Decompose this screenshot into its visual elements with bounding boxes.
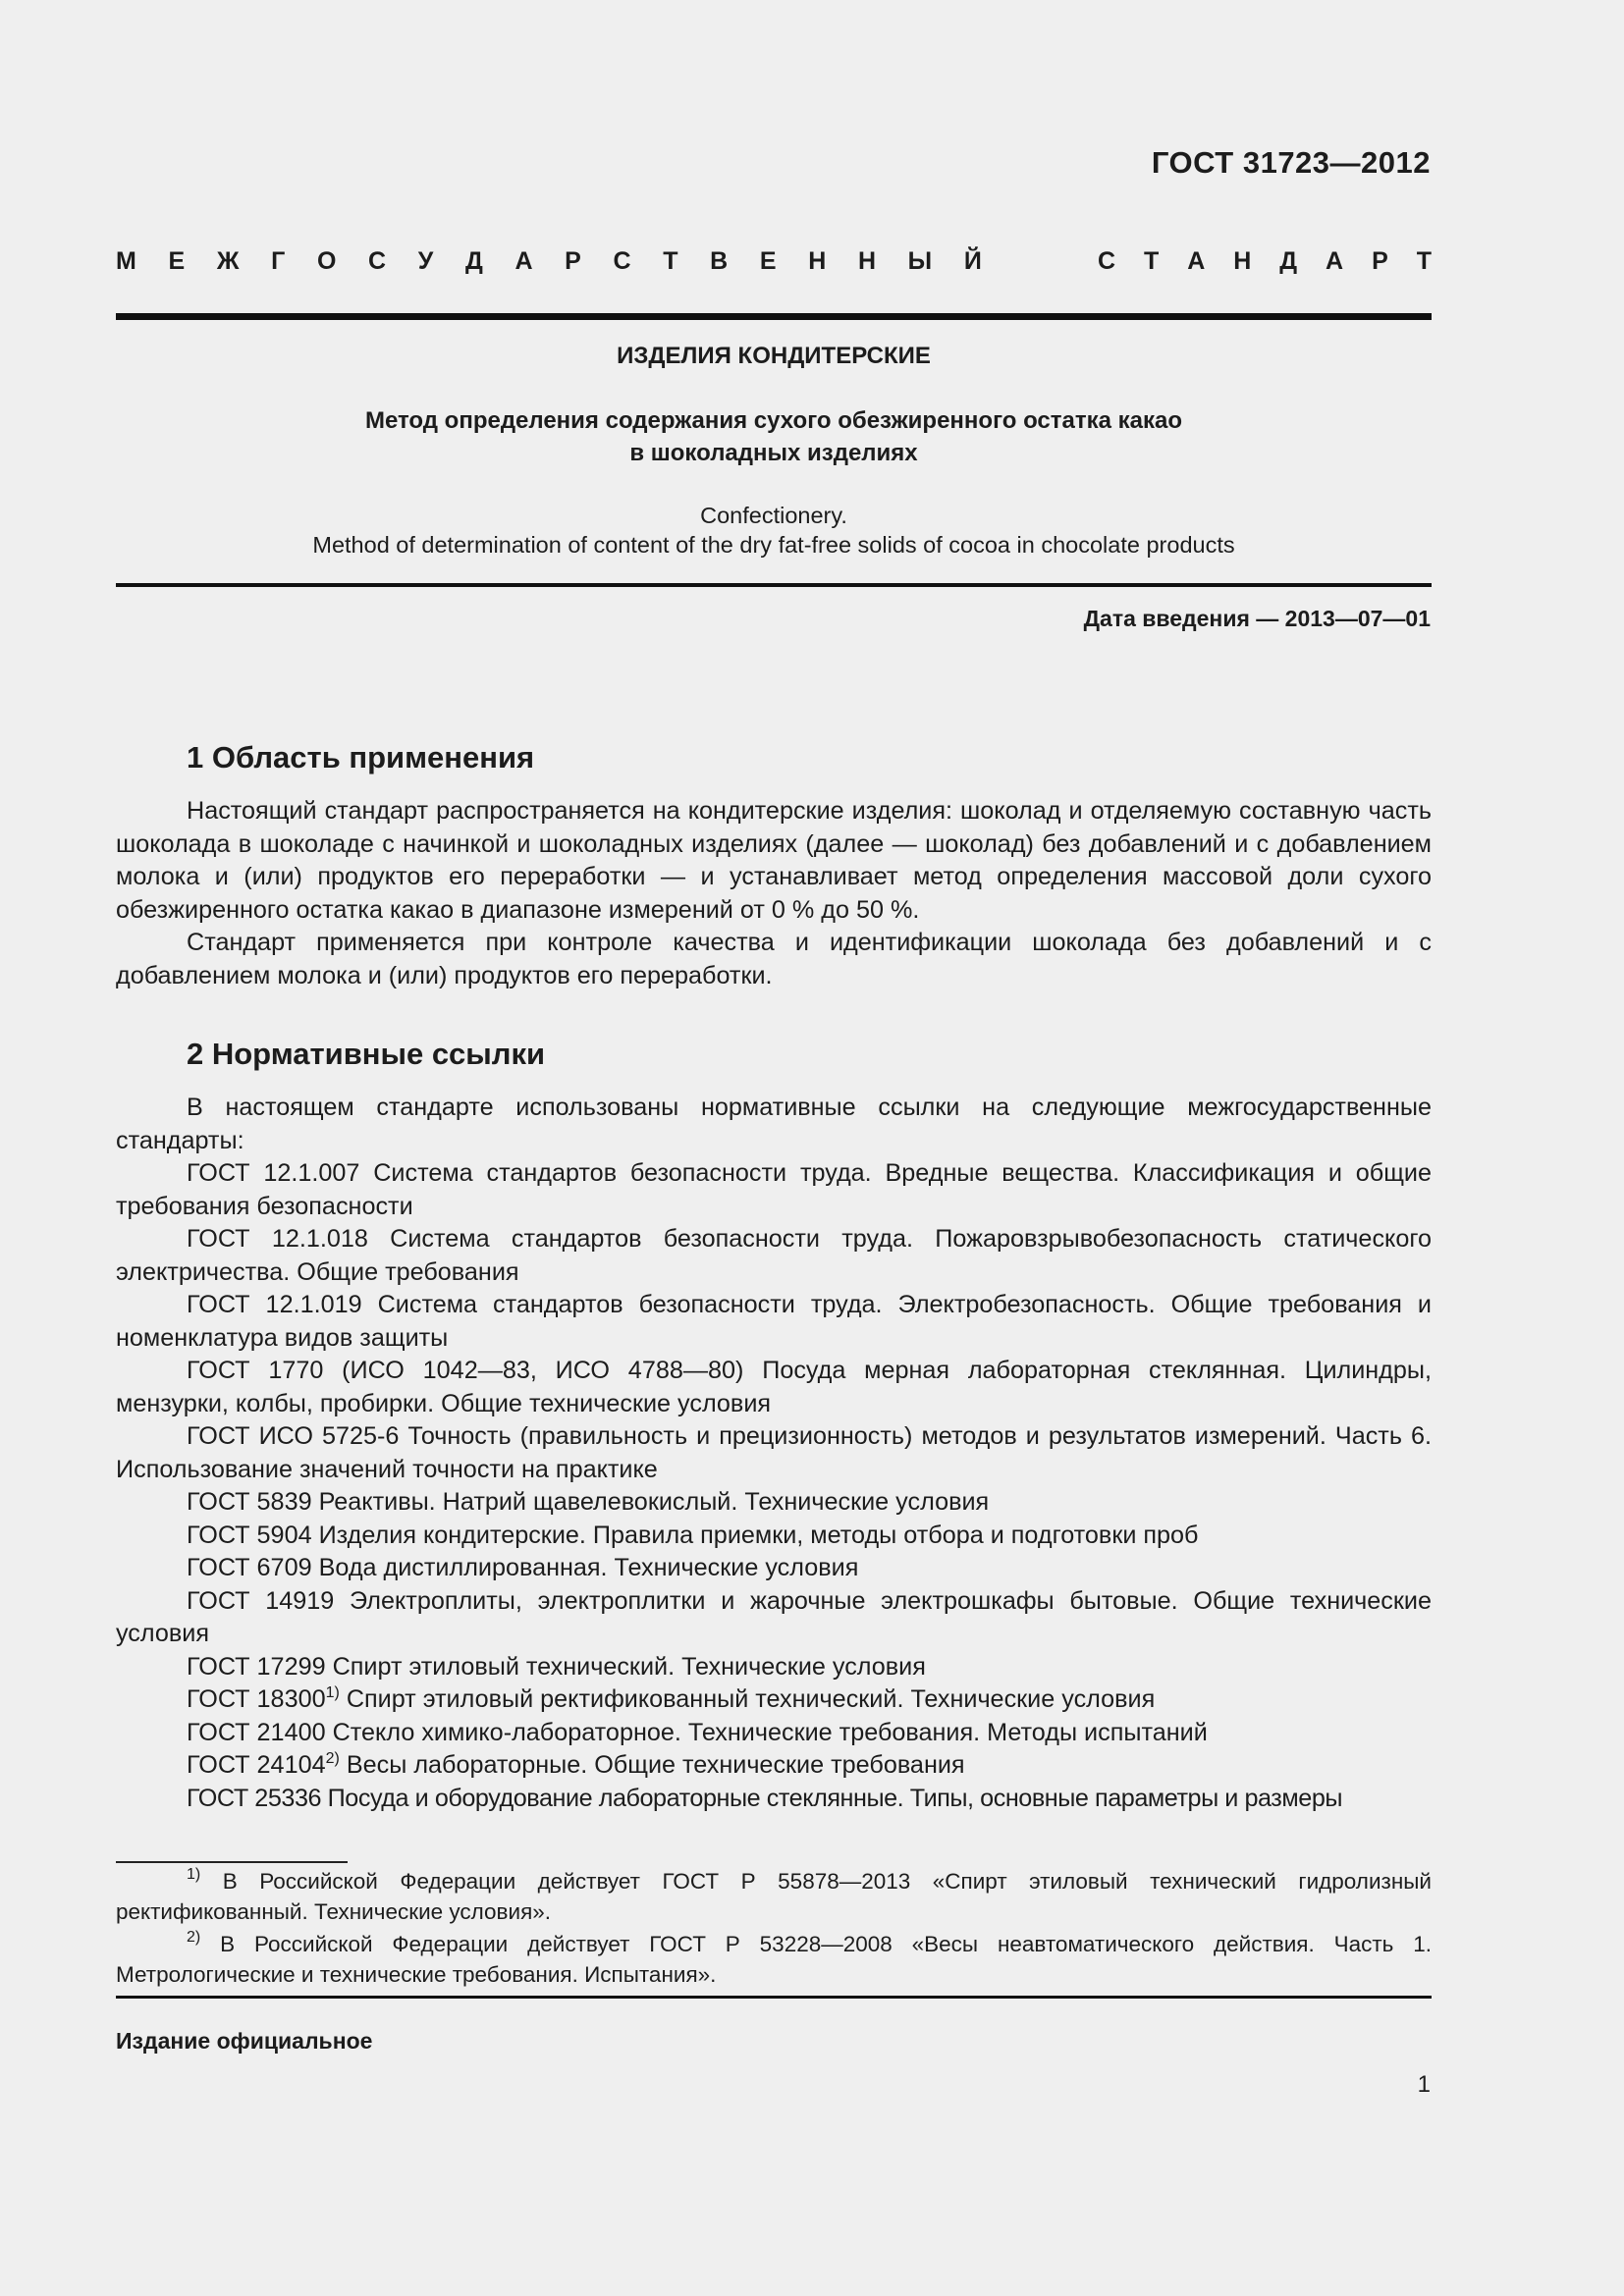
reference-item: ГОСТ 6709 Вода дистиллированная. Технические условия xyxy=(187,1554,859,1581)
footnote-text: В Российской Федерации действует ГОСТ Р 55878—2013 «Спирт этиловый технический гидролизный ректификованный. Технические условия». xyxy=(116,1869,1432,1924)
banner-word-interstate xyxy=(116,247,982,276)
banner-letter: Р xyxy=(565,247,581,275)
banner-letter: С xyxy=(613,247,631,275)
banner-letter: У xyxy=(417,247,434,275)
reference-item-24104 xyxy=(116,1749,1432,1783)
banner-letter: Т xyxy=(1416,247,1432,275)
banner-letter: Г xyxy=(271,247,286,275)
top-rule xyxy=(116,313,1432,320)
banner-letter: Е xyxy=(759,247,777,275)
footnote-mark: 2) xyxy=(187,1929,201,1946)
banner-letter: Д xyxy=(464,247,483,275)
reference-item: ГОСТ 25336 Посуда и оборудование лабораторные стеклянные. Типы, основные параметры и размеры xyxy=(187,1784,1343,1812)
reference-item: ГОСТ ИСО 5725-6 Точность (правильность и прецизионность) методов и результатов измерений. Часть 6. Использование значений точности на практике xyxy=(116,1422,1432,1483)
footnote-2 xyxy=(116,1930,1432,1990)
subtitle-line-2: в шоколадных изделиях xyxy=(629,440,918,466)
english-title xyxy=(116,501,1432,560)
section-2-heading: 2 Нормативные ссылки xyxy=(187,1037,546,1071)
reference-code: ГОСТ 24104 xyxy=(187,1751,326,1779)
banner-letter: Н xyxy=(808,247,827,275)
normative-references-list xyxy=(116,1092,1432,1815)
reference-item-18300 xyxy=(116,1683,1432,1717)
banner-letter: Ы xyxy=(907,247,933,275)
reference-item: ГОСТ 5839 Реактивы. Натрий щавелевокислый. Технические условия xyxy=(187,1488,990,1516)
section-1-body xyxy=(116,795,1432,992)
footnote-1 xyxy=(116,1867,1432,1927)
subtitle-line-1: Метод определения содержания сухого обезжиренного остатка какао xyxy=(364,407,1183,434)
footnote-separator xyxy=(116,1861,348,1863)
reference-item: ГОСТ 12.1.018 Система стандартов безопасности труда. Пожаровзрывобезопасность статического электричества. Общие требования xyxy=(116,1225,1432,1286)
banner-letter: Т xyxy=(663,247,678,275)
banner-letter: М xyxy=(116,247,136,275)
banner-letter: О xyxy=(316,247,337,275)
footnote-marker[interactable]: 2) xyxy=(325,1750,340,1767)
document-subtitle xyxy=(116,404,1432,469)
standard-banner xyxy=(116,247,1432,276)
footer-rule xyxy=(116,1996,1432,1999)
reference-item: ГОСТ 12.1.019 Система стандартов безопасности труда. Электробезопасность. Общие требования и номенклатура видов защиты xyxy=(116,1291,1432,1352)
page-number: 1 xyxy=(1417,2071,1431,2098)
reference-text: Весы лабораторные. Общие технические требования xyxy=(339,1751,965,1779)
banner-letter: Т xyxy=(1144,247,1160,275)
footnotes xyxy=(116,1867,1432,1993)
english-title-line-2: Method of determination of content of the dry fat-free solids of cocoa in chocolate products xyxy=(312,532,1235,558)
banner-letter: В xyxy=(710,247,729,275)
section-1-paragraph: Стандарт применяется при контроле качества и идентификации шоколада без добавлений и с добавлением молока и (или) продуктов его переработки. xyxy=(116,929,1432,989)
section-1-heading: 1 Область применения xyxy=(187,740,535,774)
banner-letter: С xyxy=(1098,247,1116,275)
section-1-paragraph: Настоящий стандарт распространяется на кондитерские изделия: шоколад и отделяемую составную часть шоколада в шоколаде с начинкой и шоколадных изделиях (далее — шоколад) без добавлений и с добавлением молока и (или) продуктов его переработки — и устанавливает метод определения массовой доли сухого обезжиренного остатка какао в диапазоне измерений от 0 % до 50 %. xyxy=(116,797,1432,924)
footnote-marker[interactable]: 1) xyxy=(325,1684,340,1701)
gost-number: ГОСТ 31723—2012 xyxy=(1151,145,1431,180)
banner-letter: Н xyxy=(1233,247,1252,275)
official-edition-label: Издание официальное xyxy=(116,2028,373,2054)
footnote-mark: 1) xyxy=(187,1866,201,1883)
title-bottom-rule xyxy=(116,583,1432,587)
banner-letter: Д xyxy=(1279,247,1298,275)
reference-item: ГОСТ 1770 (ИСО 1042—83, ИСО 4788—80) Посуда мерная лабораторная стеклянная. Цилиндры, мензурки, колбы, пробирки. Общие технические условия xyxy=(116,1357,1432,1417)
footnote-text: В Российской Федерации действует ГОСТ Р 53228—2008 «Весы неавтоматического действия. Часть 1. Метрологические и технические требования. Испытания». xyxy=(116,1932,1432,1987)
banner-letter: Р xyxy=(1372,247,1388,275)
reference-item: ГОСТ 17299 Спирт этиловый технический. Технические условия xyxy=(187,1652,926,1681)
document-title: ИЗДЕЛИЯ КОНДИТЕРСКИЕ xyxy=(617,343,931,369)
reference-item: ГОСТ 12.1.007 Система стандартов безопасности труда. Вредные вещества. Классификация и общие требования безопасности xyxy=(116,1159,1432,1220)
banner-letter: Й xyxy=(963,247,982,275)
banner-letter: С xyxy=(368,247,387,275)
reference-item: ГОСТ 5904 Изделия кондитерские. Правила приемки, методы отбора и подготовки проб xyxy=(187,1521,1199,1549)
banner-letter: А xyxy=(514,247,533,275)
reference-item: ГОСТ 21400 Стекло химико-лабораторное. Технические требования. Методы испытаний xyxy=(187,1718,1208,1746)
english-title-line-1: Confectionery. xyxy=(700,503,847,528)
reference-item: ГОСТ 14919 Электроплиты, электроплитки и жарочные электрошкафы бытовые. Общие технические условия xyxy=(116,1586,1432,1647)
reference-code: ГОСТ 18300 xyxy=(187,1685,326,1713)
banner-letter: А xyxy=(1326,247,1344,275)
banner-word-standard xyxy=(1098,247,1432,276)
references-intro: В настоящем стандарте использованы нормативные ссылки на следующие межгосударственные стандарты: xyxy=(116,1094,1432,1154)
banner-letter: Н xyxy=(857,247,877,275)
banner-letter: Ж xyxy=(216,247,240,275)
reference-text: Спирт этиловый ректификованный технический. Технические условия xyxy=(339,1685,1156,1713)
banner-letter: Е xyxy=(168,247,186,275)
date-introduced: Дата введения — 2013—07—01 xyxy=(1083,606,1431,631)
banner-letter: А xyxy=(1187,247,1206,275)
